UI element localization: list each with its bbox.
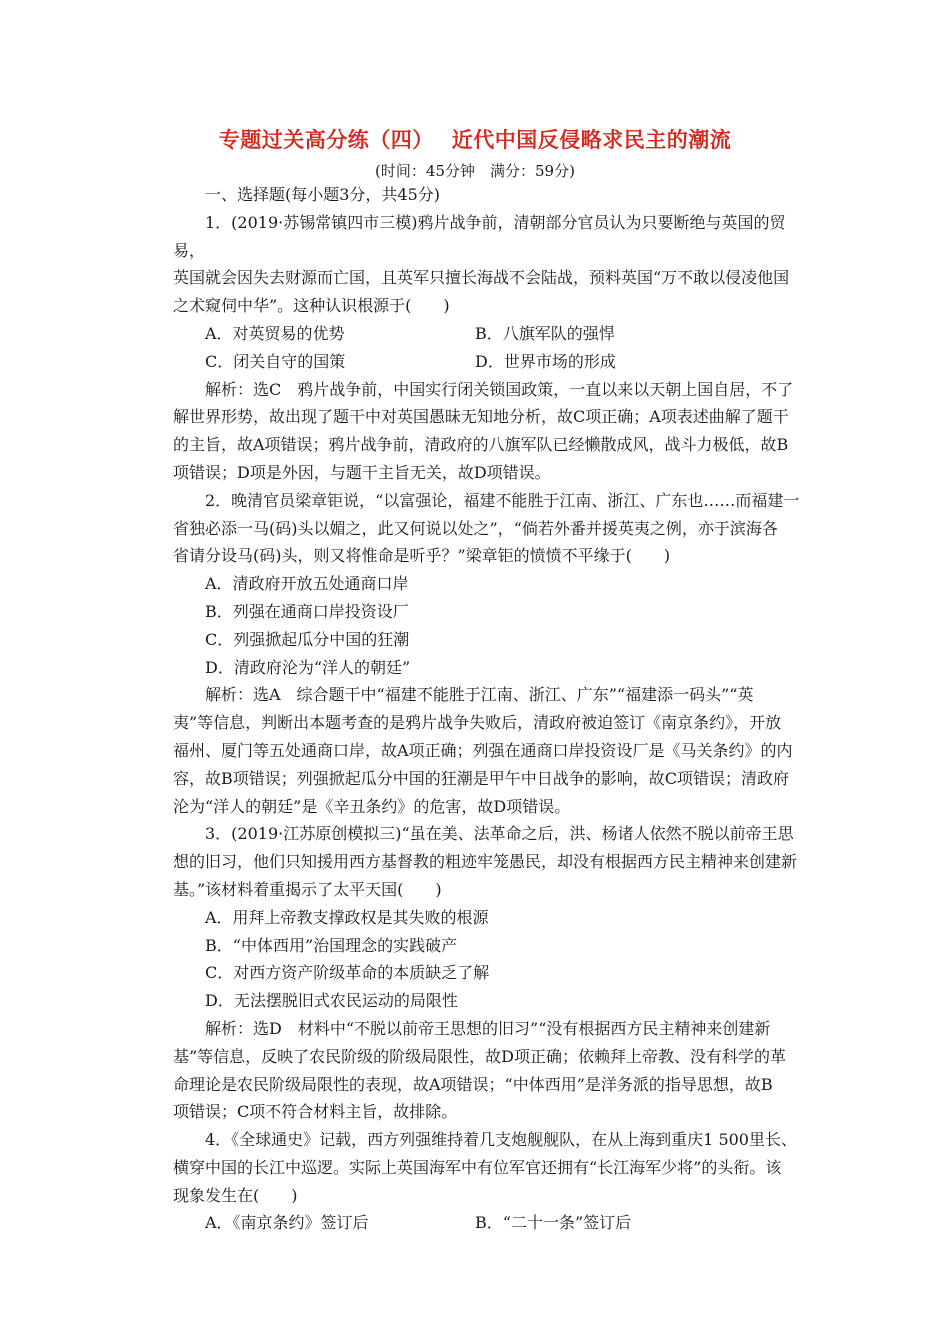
option-b: B．“中体西用”治国理念的实践破产	[205, 935, 458, 955]
section-heading: 一、选择题(每小题3分，共45分)	[205, 185, 441, 204]
options-row	[173, 1209, 809, 1237]
question-stem-line: 基。”该材料着重揭示了太平天国( )	[173, 879, 442, 899]
analysis-line: 解析：选A 综合题干中“福建不能胜于江南、浙江、广东”“福建添一码头”“英	[205, 685, 754, 705]
exam-info: (时间：45分钟 满分：59分)	[375, 162, 575, 180]
question-2	[173, 487, 809, 821]
title-part2: 近代中国反侵略求民主的潮流	[451, 127, 732, 152]
analysis-line: 命理论是农民阶级局限性的表现，故A项错误；“中体西用”是洋务派的指导思想，故B	[173, 1074, 773, 1094]
question-stem-line: 想的旧习，他们只知援用西方基督教的粗迹牢笼愚民，却没有根据西方民主精神来创建新	[173, 852, 798, 872]
analysis-line: 夷”等信息，判断出本题考查的是鸦片战争失败后，清政府被迫签订《南京条约》，开放	[173, 713, 782, 733]
options-row	[173, 320, 809, 348]
analysis-line: 容，故B项错误；列强掀起瓜分中国的狂潮是甲午中日战争的影响，故C项错误；清政府	[173, 768, 790, 788]
option-a: A．《南京条约》签订后	[205, 1213, 369, 1233]
question-3	[173, 820, 809, 1126]
title-part1: 专题过关高分练（四）	[218, 127, 434, 152]
option-b: B．八旗军队的强悍	[475, 323, 615, 343]
option-d: D．世界市场的形成	[475, 351, 616, 371]
question-4	[173, 1126, 809, 1237]
analysis-line: 福州、厦门等五处通商口岸，故A项正确；列强在通商口岸投资设厂是《马关条约》的内	[173, 740, 793, 760]
option-a: A．清政府开放五处通商口岸	[205, 574, 409, 594]
analysis-line: 解析：选C 鸦片战争前，中国实行闭关锁国政策，一直以来以天朝上国自居，不了	[205, 379, 794, 399]
question-stem-line: 英国就会因失去财源而亡国，且英军只擅长海战不会陆战，预料英国“万不敢以侵凌他国	[173, 268, 790, 288]
analysis-line: 项错误；D项是外因，与题干主旨无关，故D项错误。	[173, 462, 551, 482]
option-a: A．用拜上帝教支撑政权是其失败的根源	[205, 907, 489, 927]
question-stem-line: 1．(2019·苏锡常镇四市三模)鸦片战争前，清朝部分官员认为只要断绝与英国的贸易，	[173, 212, 786, 260]
option-d: D．无法摆脱旧式农民运动的局限性	[205, 991, 458, 1011]
analysis-line: 沦为“洋人的朝廷”是《辛丑条约》的危害，故D项错误。	[173, 796, 571, 816]
analysis-line: 基”等信息，反映了农民阶级的阶级局限性，故D项正确；依赖拜上帝教、没有科学的革	[173, 1046, 787, 1066]
analysis-line: 的主旨，故A项错误；鸦片战争前，清政府的八旗军队已经懒散成风，战斗力极低，故B	[173, 435, 789, 455]
option-c: C．对西方资产阶级革命的本质缺乏了解	[205, 963, 490, 983]
option-c: C．闭关自守的国策	[205, 351, 346, 371]
question-stem-line: 4．《全球通史》记载，西方列强维持着几支炮舰舰队，在从上海到重庆1 500里长、	[205, 1130, 797, 1150]
analysis-line: 解析：选D 材料中“不脱以前帝王思想的旧习”“没有根据西方民主精神来创建新	[205, 1018, 771, 1038]
question-1	[173, 209, 809, 487]
question-stem-line: 3．(2019·江苏原创模拟三)“虽在美、法革命之后，洪、杨诸人依然不脱以前帝王思	[205, 824, 794, 844]
option-a: A．对英贸易的优势	[205, 323, 345, 343]
question-stem-line: 省独必添一马(码)头以媚之，此又何说以处之”，“倘若外番并援英夷之例，亦于滨海各	[173, 518, 778, 538]
question-stem-line: 现象发生在( )	[173, 1185, 298, 1205]
options-row	[173, 348, 809, 376]
page-title	[0, 124, 950, 154]
question-stem-line: 之术窥伺中华”。这种认识根源于( )	[173, 296, 450, 316]
option-c: C．列强掀起瓜分中国的狂潮	[205, 629, 410, 649]
content-body	[173, 181, 809, 1237]
option-d: D．清政府沦为“洋人的朝廷”	[205, 657, 411, 677]
question-stem-line: 省请分设马(码)头，则又将惟命是听乎？”梁章钜的愤愤不平缘于( )	[173, 546, 671, 566]
option-b: B．列强在通商口岸投资设厂	[205, 601, 409, 621]
analysis-line: 项错误；C项不符合材料主旨，故排除。	[173, 1102, 458, 1122]
option-b: B．“二十一条”签订后	[475, 1213, 632, 1233]
analysis-line: 解世界形势，故出现了题干中对英国愚昧无知地分析，故C项正确；A项表述曲解了题干	[173, 407, 789, 427]
question-stem-line: 2．晚清官员梁章钜说，“以富强论，福建不能胜于江南、浙江、广东也……而福建一	[205, 490, 800, 510]
question-stem-line: 横穿中国的长江中巡逻。实际上英国海军中有位军官还拥有“长江海军少将”的头衔。该	[173, 1157, 782, 1177]
